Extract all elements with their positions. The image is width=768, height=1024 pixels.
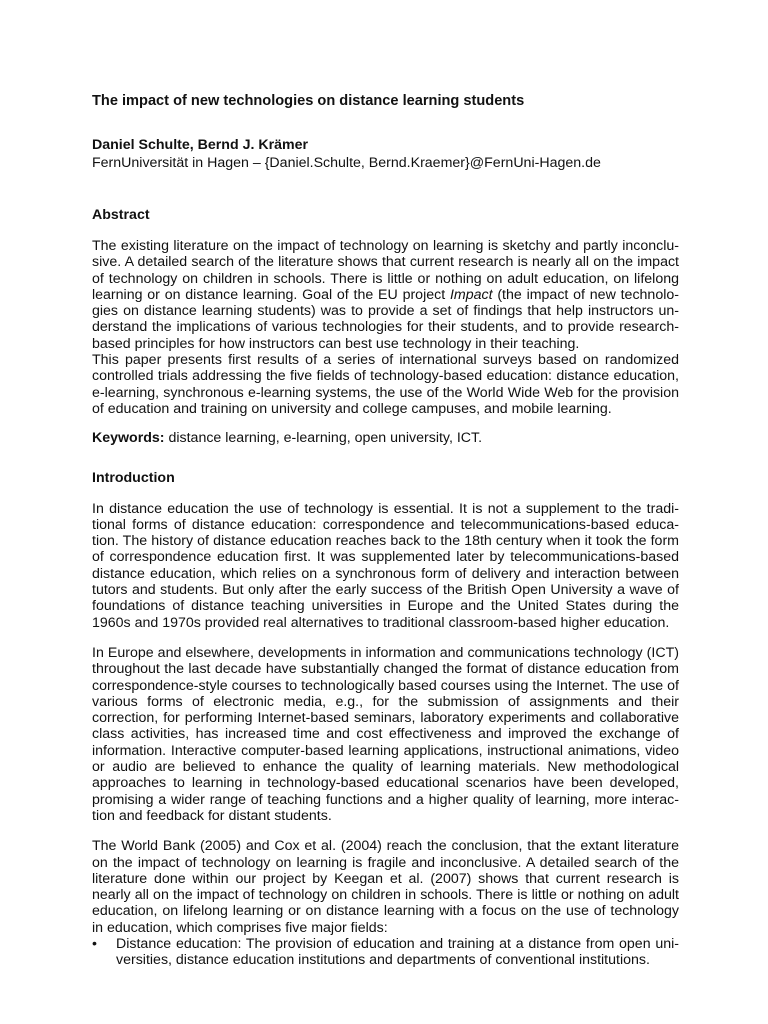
intro-paragraph-2: In Europe and elsewhere, developments in information and communications technology (ICT) throughout the last decade have substantially changed the format of distance education from correspondence-style courses to technologically based courses using the Internet. The use of various forms of electronic media, e.g., for the submission of assignments and their correction, for performing Internet-based seminars, laboratory experiments and collaborative class activities, has increased time and cost effectiveness and improved the exchange of information. Interactive computer-based learning applications, instructional animations, video or audio are believed to enhance the quality of learning materials. New methodological approaches to learning in technology-based educational scenarios have been developed, promising a wider range of teaching functions and a higher quality of learning, more interaction and feedback for distant students.: [92, 644, 679, 824]
paper-page: [92, 90, 679, 969]
abstract-paragraph-1: [92, 238, 679, 352]
abstract-heading: Abstract: [92, 207, 150, 223]
paper-affiliation: FernUniversität in Hagen – {Daniel.Schulte, Bernd.Kraemer}@FernUni-Hagen.de: [92, 155, 601, 171]
intro-paragraph-3: The World Bank (2005) and Cox et al. (2004) reach the conclusion, that the extant literature on the impact of technology on learning is fragile and inconclusive. A detailed search of the literature done within our project by Keegan et al. (2007) shows that current research is nearly all on the impact of technology on children in schools. There is little or nothing on adult education, on lifelong learning or on distance learning with a focus on the use of technology in education, which comprises five major fields:: [92, 838, 679, 936]
project-name-italic: Impact: [449, 286, 493, 303]
keywords-list: distance learning, e-learning, open university, ICT.: [164, 430, 483, 447]
introduction-heading: Introduction: [92, 469, 175, 486]
keywords-label: Keywords:: [92, 430, 165, 447]
abstract-p1-start: The existing literature on the impact of technology on learning is sketchy and partly inconclusive. A detailed search of the literature shows that current research is nearly all on the impact of technology on children in schools. There is little or nothing on adult education, on lifelong learning or on distance learning. Goal of the EU project: [92, 238, 679, 303]
keywords: [92, 430, 679, 446]
list-item: [92, 936, 679, 969]
fields-list: [92, 936, 679, 969]
paper-title: The impact of new technologies on distance learning students: [92, 93, 525, 109]
list-item-text: Distance education: The provision of education and training at a distance from open universities, distance education institutions and departments of conventional institutions.: [116, 935, 679, 969]
bullet-icon: •: [92, 935, 97, 952]
paper-authors: Daniel Schulte, Bernd J. Krämer: [92, 137, 309, 153]
abstract-p1-end: (the impact of new technologies on distance learning students) was to provide a set of findings that help instructors understand the implications of various technologies for their students, and to provide research-based principles for how instructors can best use technology in their teaching.: [92, 286, 679, 352]
intro-paragraph-1: In distance education the use of technology is essential. It is not a supplement to the traditional forms of distance education: correspondence and telecommunications-based education. The history of distance education reaches back to the 18th century when it took the form of correspondence education first. It was supplemented later by telecommunications-based distance education, which relies on a synchronous form of delivery and interaction between tutors and students. But only after the early success of the British Open University a wave of foundations of distance teaching universities in Europe and the United States during the 1960s and 1970s provided real alternatives to traditional classroom-based higher education.: [92, 500, 679, 631]
abstract-paragraph-2: This paper presents first results of a series of international surveys based on randomized controlled trials addressing the five fields of technology-based education: distance education, e-learning, synchronous e-learning systems, the use of the World Wide Web for the provision of education and training on university and college campuses, and mobile learning.: [92, 352, 679, 417]
